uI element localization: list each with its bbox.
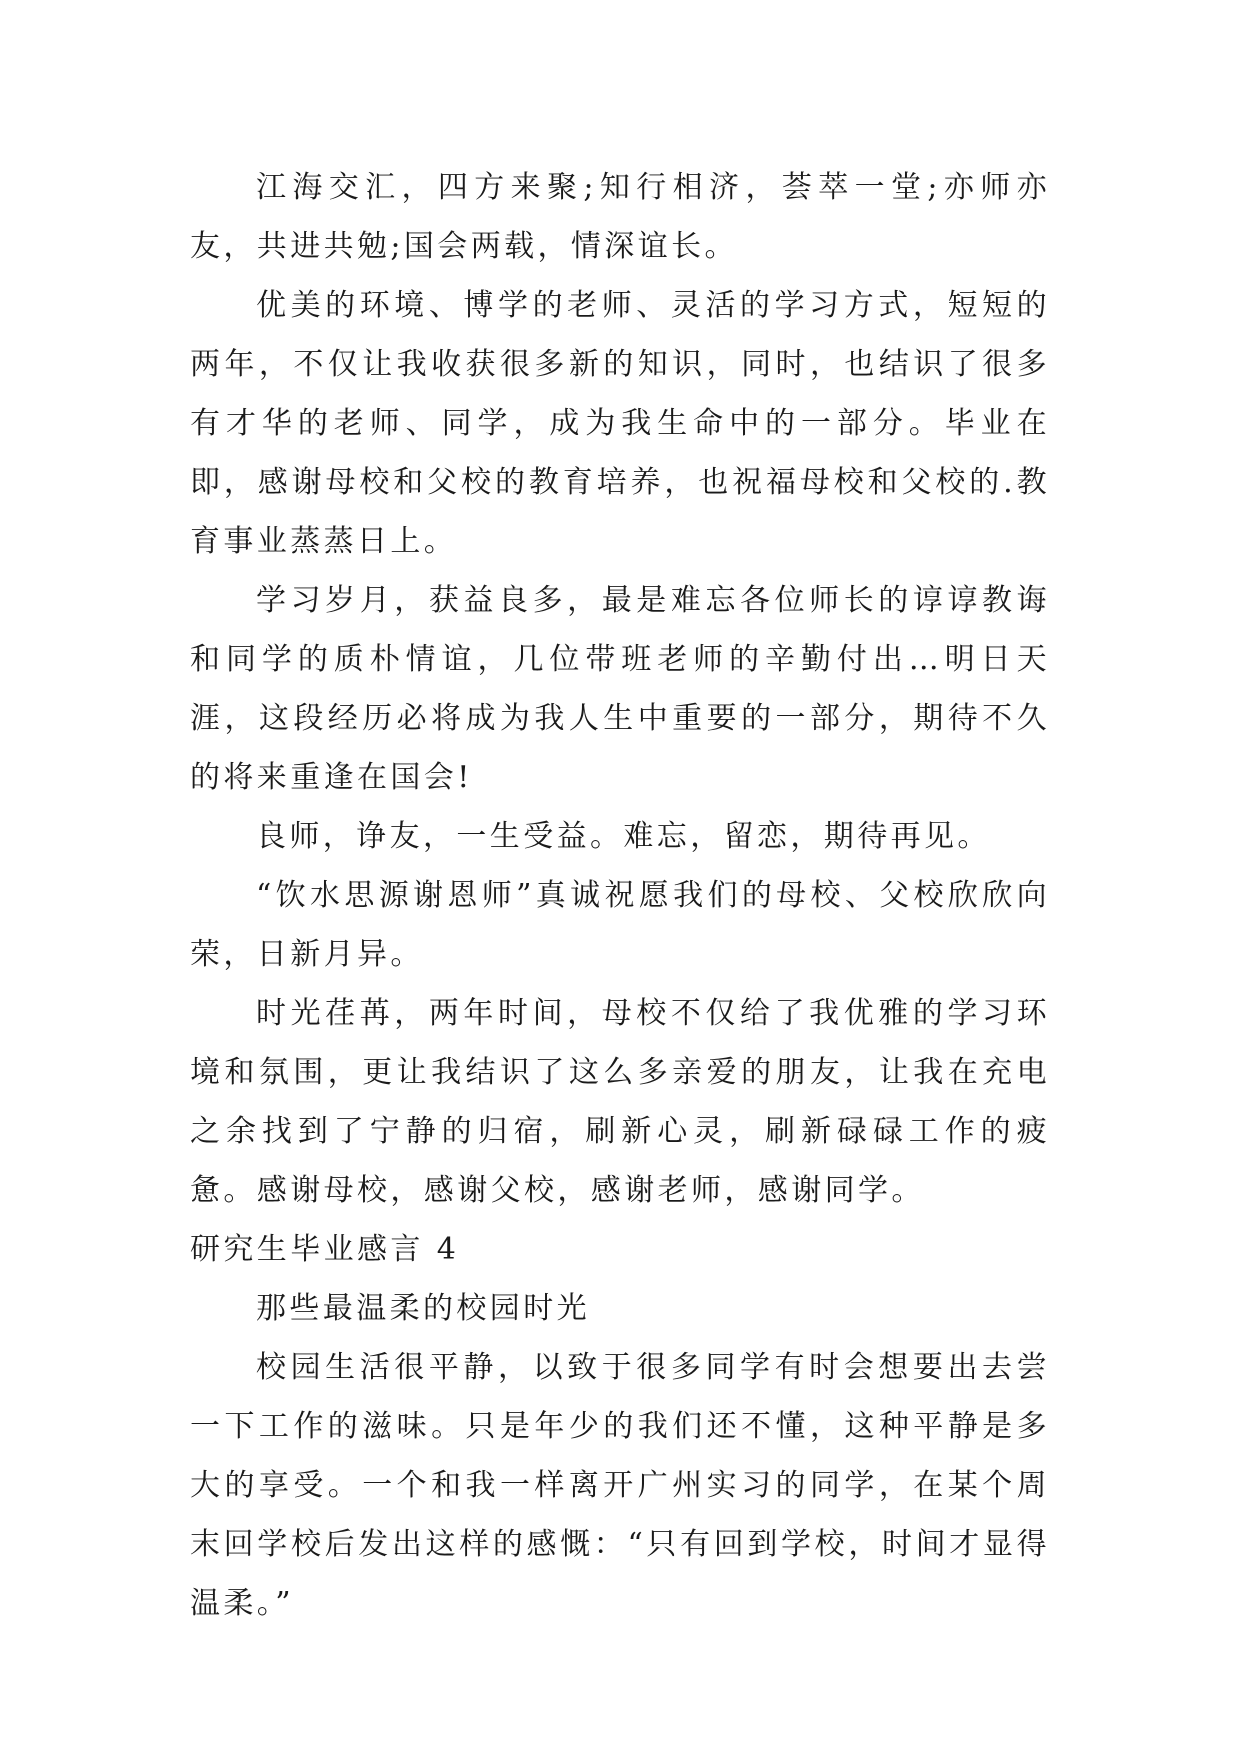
document-page [190,158,1050,1633]
paragraph-2: 优美的环境、博学的老师、灵活的学习方式，短短的两年，不仅让我收获很多新的知识，同时，也结识了很多有才华的老师、同学，成为我生命中的一部分。毕业在即，感谢母校和父校的教育培养，也祝福母校和父校的.教育事业蒸蒸日上。 [190,288,1050,559]
paragraph-4: 良师，诤友，一生受益。难忘，留恋，期待再见。 [256,819,991,854]
paragraph-3: 学习岁月，获益良多，最是难忘各位师长的谆谆教诲和同学的质朴情谊，几位带班老师的辛勤付出…明日天涯，这段经历必将成为我人生中重要的一部分，期待不久的将来重逢在国会! [190,583,1050,795]
paragraph-6: 时光荏苒，两年时间，母校不仅给了我优雅的学习环境和氛围，更让我结识了这么多亲爱的朋友，让我在充电之余找到了宁静的归宿，刷新心灵，刷新碌碌工作的疲惫。感谢母校，感谢父校，感谢老师，感谢同学。 [190,996,1050,1208]
section-paragraph-1: 校园生活很平静，以致于很多同学有时会想要出去尝一下工作的滋味。只是年少的我们还不懂，这种平静是多大的享受。一个和我一样离开广州实习的同学，在某个周末回学校后发出这样的感慨：“只有回到学校，时间才显得温柔。” [190,1350,1050,1621]
section-heading: 研究生毕业感言 4 [190,1232,460,1267]
section-subtitle: 那些最温柔的校园时光 [256,1291,590,1326]
paragraph-1: 江海交汇，四方来聚;知行相济，荟萃一堂;亦师亦友，共进共勉;国会两载，情深谊长。 [190,170,1050,264]
paragraph-5: “饮水思源谢恩师”真诚祝愿我们的母校、父校欣欣向荣，日新月异。 [190,878,1050,972]
